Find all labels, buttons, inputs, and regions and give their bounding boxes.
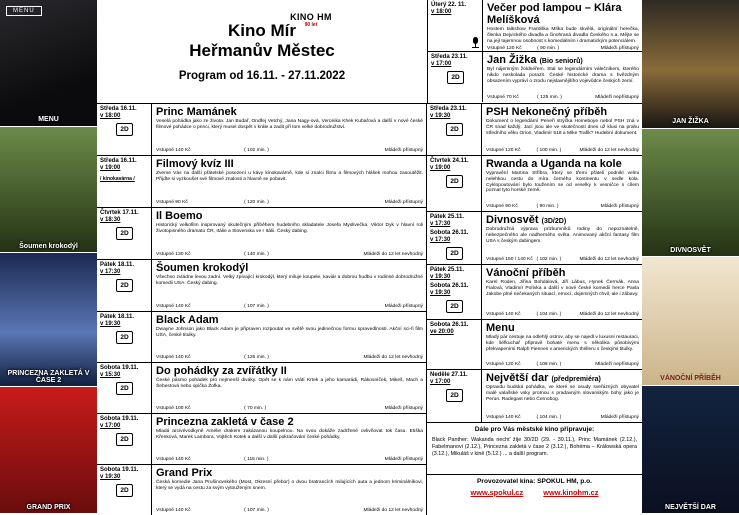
- event-date: [427, 320, 482, 369]
- event-date: [97, 363, 152, 413]
- event-footer: [486, 362, 639, 367]
- event-length: ( 140 min. ): [244, 252, 269, 257]
- event-row[interactable]: [427, 156, 642, 212]
- event-row[interactable]: [97, 363, 426, 414]
- event-length: ( 115 min. ): [244, 457, 269, 462]
- poster-divnosvet: [642, 129, 739, 258]
- format-badge-2d: 2D: [116, 331, 133, 344]
- event-price: Vstupné 120 Kč: [487, 45, 522, 51]
- event-date: [97, 414, 152, 464]
- program-column-right: [427, 104, 642, 515]
- event-row[interactable]: [97, 312, 426, 363]
- event-access: Mládeži do 12 let nevhodný: [363, 252, 423, 257]
- format-badge-2d: 2D: [446, 389, 463, 402]
- link-spokul[interactable]: www.spokul.cz: [470, 488, 524, 497]
- event-footer: [486, 148, 639, 153]
- kino-title-line2: Heřmanův Městec: [189, 41, 335, 60]
- event-description: Dwayne Johnson jako Black Adam je připraven rozpoutat ve světě svou jedinečnou formu spravedlnosti. Akční sci-fi film USA, české titulky.: [156, 327, 423, 338]
- upcoming-text: Black Panther: Wakanda nechť žíje 30/2D (29. - 30.11.), Princ Mamánek (2.12.), Fabelmanovi (2.12.), Princezna zakletá v čase 2 (3.12.), Bohéma – Králowská opera (3.12.), Mikuláš v kině (5.12.) ... a další program.: [432, 436, 637, 458]
- event-footer: [156, 304, 423, 309]
- event-length: ( 108 min. ): [536, 362, 562, 367]
- event-access: Mládeži přístupný: [600, 415, 639, 420]
- event-date: [427, 156, 482, 211]
- event-venue-note: / kinokavárna /: [100, 176, 135, 183]
- format-badge-2d: 2D: [446, 247, 463, 260]
- event-price: Vstupné 140 Kč: [156, 508, 191, 513]
- event-date: [428, 52, 483, 102]
- event-access: Mládeži do 12 let nevhodný: [363, 355, 423, 360]
- event-time: v 19:30: [100, 473, 121, 480]
- event-title: PSH Nekonečný příběh: [486, 106, 608, 118]
- upcoming-section: [427, 423, 642, 475]
- poster-title: VÁNOČNÍ PŘÍBĚH: [660, 375, 721, 383]
- poster-title: DIVNOSVĚT: [670, 246, 711, 254]
- event-body: [482, 370, 642, 422]
- event-title: Menu: [486, 322, 515, 334]
- event-date: [97, 104, 152, 155]
- format-badge-2d: 2D: [116, 433, 133, 446]
- event-day: Čtvrtek 17.11.: [100, 210, 139, 216]
- event-time: v 18:00: [100, 112, 121, 119]
- event-footer: [487, 95, 639, 100]
- event-row[interactable]: [427, 265, 642, 320]
- event-price: Vstupné 120 Kč: [486, 148, 521, 153]
- event-body: [152, 312, 426, 362]
- event-price: Vstupné 130 Kč: [156, 252, 191, 257]
- event-date: [427, 212, 482, 264]
- event-row[interactable]: [427, 212, 642, 265]
- event-access: Mládeži do 12 let nevhodný: [579, 312, 639, 317]
- event-price: Vstupné 120 Kč: [486, 362, 521, 367]
- event-description: Dobrodružná výprava prizkumníků rodiny do nepoznatelně, nebezpečného ale nadherného světa. Animovaný akční fantasy film USA s českým dabingem.: [486, 227, 639, 244]
- event-price: Vstupné 90 Kč: [486, 204, 518, 209]
- format-badge-2d: 2D: [116, 279, 133, 292]
- event-day: Pátek 25.11.: [430, 214, 465, 220]
- event-date: [427, 104, 482, 155]
- event-length: ( 90 min. ): [537, 45, 560, 51]
- event-date: [427, 265, 482, 319]
- event-access: Mládeži přístupný: [384, 200, 423, 205]
- logo-line2: 90 let: [304, 22, 318, 28]
- event-day: Pátek 18.11.: [100, 314, 135, 320]
- event-body: [483, 52, 642, 102]
- event-body: [482, 156, 642, 211]
- event-time-2: v 19:30: [430, 289, 451, 296]
- event-title-note: (Bio seniorů): [539, 58, 583, 65]
- event-body: [152, 156, 426, 207]
- event-footer: [486, 415, 639, 420]
- kino-logo: [275, 6, 347, 34]
- event-access: Mládeži do 12 let nevhodný: [363, 508, 423, 513]
- event-footer: [156, 200, 423, 205]
- event-access: Mládeži do 12 let nevhodný: [579, 148, 639, 153]
- program-period: Program od 16.11. - 27.11.2022: [178, 69, 346, 82]
- event-title: Princezna zakletá v čase 2: [156, 416, 294, 428]
- event-title: Filmový kvíz III: [156, 158, 234, 170]
- event-description: České pásmo pohádek pro nejmenší diváky. Opět se k nám vrátí Krtek a jeho kamarádi, Rákosníček, Mikeš, Mach a Šebestová nebo opička Žofka.: [156, 378, 423, 389]
- event-body: [152, 104, 426, 155]
- event-row[interactable]: [97, 414, 426, 465]
- event-description: Byl nájemným žoldnéřem. Stal se legendárním válečníkem, kterého nikdo neskolada porazit. České historické drama s hvězdným obsazením vypráví o zrodu nejslavnějšího vojevůdce českých zemí.: [487, 67, 639, 84]
- event-length: ( 125 min. ): [537, 95, 562, 100]
- poster-nejvetsi-dar: [642, 386, 739, 515]
- event-price: Vstupné 140 Kč: [156, 304, 191, 309]
- event-footer: [156, 252, 423, 257]
- event-length: ( 102 min. ): [536, 257, 562, 262]
- poster-menu: [0, 0, 97, 127]
- event-time: v 17:00: [100, 422, 121, 429]
- event-price: Vstupné 140 Kč: [156, 457, 191, 462]
- event-description: Hostem talkshow Františka Mlíka bude skvělá, originální herečka, členka Dejvického divadla a činohraná divadla Českého n.a. Mějte se na její tajemnou osobnost s komediálním i dramatickým potenciálem.: [487, 27, 639, 44]
- event-date: [97, 465, 152, 515]
- event-title-note: (předpremiéra): [551, 376, 601, 383]
- format-badge-2d: 2D: [447, 71, 464, 84]
- event-footer: [156, 148, 423, 153]
- event-date: [428, 0, 483, 51]
- event-price: Vstupné 70 Kč: [487, 95, 519, 100]
- event-body: [152, 363, 426, 413]
- event-row[interactable]: [97, 208, 426, 260]
- format-badge-2d: 2D: [446, 123, 463, 136]
- event-length: ( 100 min. ): [536, 148, 562, 153]
- event-access: Mládeži přístupný: [600, 204, 639, 209]
- event-price: Vstupné 90 Kč: [156, 200, 188, 205]
- poster-vanocni-pribeh: [642, 257, 739, 386]
- poster-princezna-zakleta: [0, 253, 97, 387]
- event-day: Sobota 26.11.: [430, 322, 469, 328]
- event-title: [486, 372, 639, 384]
- event-date: [97, 156, 152, 207]
- event-date: [427, 370, 482, 422]
- event-time: v 19:30: [100, 320, 121, 327]
- event-time: v 17:00: [430, 378, 451, 385]
- poster-title: MENU: [38, 116, 59, 124]
- event-access: Mládeži nepřístupný: [595, 95, 639, 100]
- event-footer: [156, 406, 423, 411]
- event-time: v 17:30: [430, 220, 451, 227]
- event-time: v 19:00: [430, 164, 451, 171]
- event-access: Mládeži přístupný: [600, 45, 639, 51]
- event-row[interactable]: [428, 0, 642, 51]
- event-access: Mládeži přístupný: [384, 304, 423, 309]
- event-description: Všechno zvládne levou zadní. Velký zpívající krokodýl, který miluje koupele, kaviár a dobrou hudbu v rodinné dobrodružné komedii USA. Český dabing.: [156, 275, 423, 286]
- event-day: Čtvrtek 24.11.: [430, 158, 469, 164]
- kino-title-line1: Kino Mír: [227, 21, 296, 41]
- event-footer: [156, 457, 423, 462]
- event-description: Zveme Vás na další přátelské posezení u kávy kinokavárně, kde si znalci filmu a filmových hlášek mohou zasoutěžit. Přijďte si vyzkoušet své filmové znalosti a hlavně se pobavit.: [156, 171, 423, 182]
- program-body: [97, 104, 642, 515]
- event-title-note: (3D/2D): [541, 218, 567, 225]
- event-row[interactable]: [428, 51, 642, 102]
- event-body: [482, 320, 642, 369]
- event-body: [482, 265, 642, 319]
- event-price: Vstupné 100 Kč: [156, 406, 191, 411]
- event-title: [487, 54, 639, 66]
- event-title: Black Adam: [156, 314, 219, 326]
- event-time: v 19:30: [430, 273, 451, 280]
- event-title-text: Největší dar: [486, 372, 549, 384]
- event-time: v 17:30: [100, 268, 121, 275]
- event-title: Rwanda a Uganda na kole: [486, 158, 622, 170]
- event-date: [97, 208, 152, 259]
- event-day: Pátek 25.11.: [430, 267, 465, 273]
- event-day: Středa 23.11.: [430, 106, 467, 112]
- event-row[interactable]: [97, 156, 426, 208]
- event-body: [482, 212, 642, 264]
- event-day: Středa 16.11.: [100, 158, 137, 164]
- operator-section: [427, 475, 642, 515]
- event-time: v 19:30: [430, 112, 451, 119]
- event-body: [483, 0, 642, 51]
- format-badge-2d: 2D: [116, 484, 133, 497]
- event-price: Vstupné 150 / 140 Kč: [486, 257, 533, 262]
- event-length: ( 70 min. ): [244, 406, 267, 411]
- upcoming-heading: Dále pro Vás městské kino připravuje:: [474, 426, 595, 433]
- event-title: [486, 214, 639, 226]
- event-row[interactable]: [97, 104, 426, 156]
- event-day: Středa 16.11.: [100, 106, 137, 112]
- event-time: ve 20:00: [430, 328, 454, 335]
- event-price: Vstupné 140 Kč: [486, 415, 521, 420]
- event-title: Šoumen krokodýl: [156, 262, 249, 274]
- event-length: ( 102 min. ): [244, 148, 269, 153]
- event-description: Česká komedie Jana Prušinovského (Most, Okresní přebor) o dvou bratrancích milujících auta a jednom kriminálníkovi, který se vydá na cestu za svým vytouženým snem.: [156, 480, 423, 491]
- left-poster-column: [0, 0, 97, 514]
- event-title: Princ Mamánek: [156, 106, 237, 118]
- poster-title: GRAND PRIX: [26, 503, 71, 511]
- event-day-2: Sobota 26.11.: [430, 230, 469, 237]
- link-kinohm[interactable]: www.kinohm.cz: [543, 488, 599, 497]
- event-access: Mládeži přístupný: [384, 406, 423, 411]
- right-poster-column: [642, 0, 739, 514]
- header-right-events: [427, 0, 642, 103]
- poster-jan-zizka: [642, 0, 739, 129]
- event-access: Mládeži přístupný: [384, 457, 423, 462]
- event-access: Mládeži nepřístupný: [595, 362, 639, 367]
- event-day: Neděle 27.11.: [430, 372, 468, 378]
- event-footer: [486, 312, 639, 317]
- event-length: ( 125 min. ): [244, 355, 269, 360]
- event-length: ( 107 min. ): [244, 508, 269, 513]
- event-title: Grand Prix: [156, 467, 213, 479]
- event-day: Středa 23.11.: [431, 54, 468, 60]
- format-badge-2d: 2D: [116, 123, 133, 136]
- event-body: [152, 260, 426, 311]
- event-date: [97, 260, 152, 311]
- event-footer: [156, 508, 423, 513]
- event-description: Mladá arcivévodkyně Amélie drakem zakázanou koupelnou. Na svou dokáže zadržené ovlivňovat tok času. Etiška Křenková, Marek Lambora, Vojtěch Kotek a další v další pokračování české pohádky.: [156, 429, 423, 440]
- program-column-left: [97, 104, 427, 515]
- program-sheet: [97, 0, 642, 514]
- event-price: Vstupné 140 Kč: [156, 355, 191, 360]
- event-description: Karel Roden, Jiřina Bohdalová, Jiří Lábus, Hynek Čermák, Anna Fialová, Vladimír Polívka a další v nové české komedii herce Pavla Jakobe plné nečekaných situací, emocí, dojemných chvil, ale i zábavy.: [486, 280, 639, 297]
- event-day: Úterý 22. 11.: [431, 2, 467, 8]
- event-title: Vánoční příběh: [486, 267, 566, 279]
- event-footer: [156, 355, 423, 360]
- poster-title: Šoumen krokodýl: [19, 243, 78, 250]
- event-access: Mládeži přístupný: [384, 148, 423, 153]
- event-title: Do pohádky za zvířátky II: [156, 365, 287, 377]
- event-day: Sobota 19.11.: [100, 467, 139, 473]
- poster-souman-krokodyl: [0, 127, 97, 254]
- event-length: ( 104 min. ): [536, 312, 562, 317]
- operator-links: [432, 488, 637, 497]
- event-description: Vypravění Martina Stříbrа, který se třemi přáteli podnikl velmi nelehkou cestu do míra černého kontinentu v sedle kola. Cyklopoutování bylo toužením se od veselky k vesničce s cílem poznat tyto horské země.: [486, 171, 639, 194]
- event-time: v 18:30: [100, 216, 121, 223]
- event-day: Sobota 19.11.: [100, 365, 139, 371]
- event-length: ( 120 min. ): [244, 200, 269, 205]
- poster-title: NEJVĚTŠÍ DAR: [665, 503, 716, 511]
- format-badge-2d: 2D: [446, 175, 463, 188]
- event-body: [152, 208, 426, 259]
- poster-grand-prix: [0, 387, 97, 514]
- event-footer: [486, 257, 639, 262]
- poster-title: PRINCEZNA ZAKLETÁ V ČASE 2: [7, 369, 90, 385]
- event-footer: [487, 46, 639, 51]
- event-time-2: v 17:30: [430, 236, 451, 243]
- event-day: Pátek 18.11.: [100, 262, 135, 268]
- event-description: Historický velkofilm inspirovaný skutečným příběhem hudebního skladatele Josefa Myslivečka. Viktor Dyk v hlavní roli životopisného dramatu ČR, Itálie a Slovenska ve r Itálii. Český dabing.: [156, 223, 423, 234]
- menu-poster-tag: MENU: [6, 6, 42, 16]
- format-badge-2d: 2D: [446, 300, 463, 313]
- event-footer: [486, 204, 639, 209]
- event-title: Il Boemo: [156, 210, 203, 222]
- event-row[interactable]: [97, 260, 426, 312]
- event-body: [152, 465, 426, 515]
- event-time: v 15:30: [100, 371, 121, 378]
- event-title-text: Divnosvět: [486, 214, 539, 226]
- format-badge-2d: 2D: [116, 227, 133, 240]
- poster-title: JAN ŽIŽKA: [672, 118, 709, 126]
- event-title: Večer pod lampou – Klára Melíšková: [487, 2, 622, 27]
- event-description: Dokument o legendární Peneři strýčka Homeboye nebol PSH zná v ČR snad každý. Jací jsou ale ve skutečnosti dnes už klusi na prahu středního věku Orion, Vladimír 518 a Mike Trafik? Hudební dokument.: [486, 119, 639, 136]
- event-time: v 19:00: [100, 164, 121, 171]
- event-day-2: Sobota 26.11.: [430, 283, 469, 290]
- microphone-icon: [471, 37, 480, 49]
- event-time: v 18:00: [431, 8, 452, 15]
- event-body: [482, 104, 642, 155]
- event-date: [97, 312, 152, 362]
- event-body: [152, 414, 426, 464]
- event-length: ( 107 min. ): [244, 304, 269, 309]
- event-price: Vstupné 140 Kč: [486, 312, 521, 317]
- event-description: Mladý pár cestuje na odlehlý ostrov, aby se najedl v luxusní restauraci, kde šéfkuchař připravil bohaté menu s několika působivými překvapeními Ralph Fiennes v amerických thrilleru s českými titulky.: [486, 335, 639, 352]
- event-length: ( 104 min. ): [536, 415, 562, 420]
- event-row[interactable]: [97, 465, 426, 515]
- event-description: Veselá pohádka jako ze života. Jan Budař, Ondřej Vetchý, Jana Nagy-ová, Veronika Khek Kubařová a další v nové české filmové pohádce o princi, který musel dospět v krále a zadit při tom velké dobrodružství.: [156, 119, 423, 130]
- event-price: Vstupné 140 Kč: [156, 148, 191, 153]
- event-title-text: Jan Žižka: [487, 54, 537, 66]
- format-badge-2d: 2D: [116, 382, 133, 395]
- logo-line1: KINO HM: [290, 12, 332, 22]
- event-length: ( 90 min. ): [536, 204, 559, 209]
- operator-name: Provozovatel kina: SPOKUL HM, p.o.: [477, 478, 592, 485]
- event-row[interactable]: [427, 320, 642, 370]
- event-description: Opravdu budská pohádka, ve které se osudy sveřázných obyvatel malé valašské vsky protnou s pradavným slovanským bohy jako je Perun. Radegast nebo Černobog.: [486, 385, 639, 402]
- header: [97, 0, 642, 104]
- event-time: v 17:00: [431, 60, 452, 67]
- event-row[interactable]: [427, 370, 642, 423]
- event-day: Sobota 19.11.: [100, 416, 139, 422]
- header-main: [97, 0, 427, 103]
- event-row[interactable]: [427, 104, 642, 156]
- event-access: Mládeži do 12 let nevhodný: [579, 257, 639, 262]
